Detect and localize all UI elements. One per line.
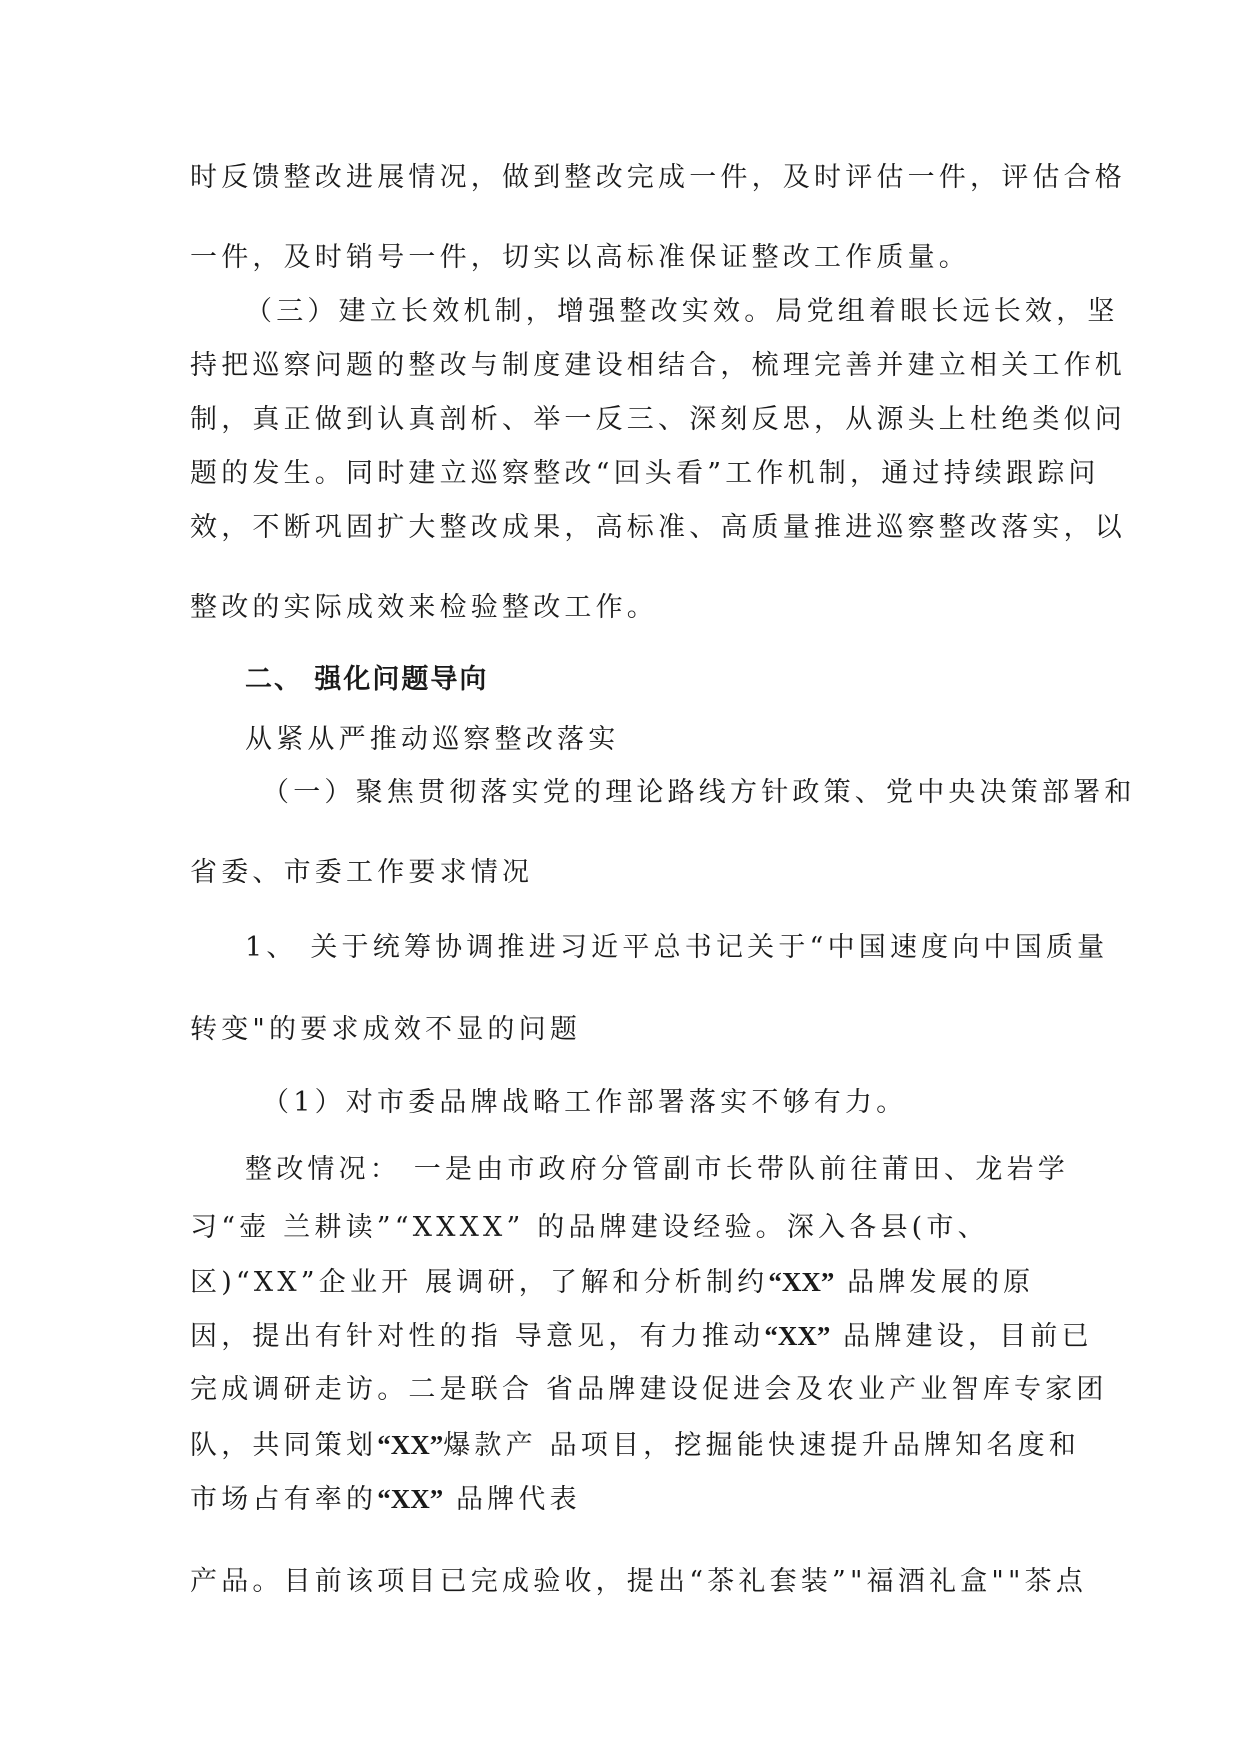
body-text-line: 产品。目前该项目已完成验收，提出“茶礼套装”"福酒礼盒""茶点 (190, 1566, 1088, 1597)
text-run: 因，提出有针对性的指 导意见，有力推动 (190, 1321, 765, 1352)
body-text-line (190, 1481, 581, 1518)
text-run: 爆款产 品项目，挖掘能快速提升品牌知名度和 (443, 1430, 1080, 1461)
section-subheading: （三）建立长效机制，增强整改实效。局党组着眼长远长效，坚 (245, 296, 1119, 327)
body-text-line: 持把巡察问题的整改与制度建设相结合，梳理完善并建立相关工作机 (190, 350, 1126, 381)
text-run: 品牌建设，目前已 (830, 1321, 1093, 1352)
text-run: 品牌发展的原 (834, 1267, 1035, 1298)
body-text-line: 题的发生。同时建立巡察整改“回头看”工作机制，通过持续跟踪问 (190, 458, 1100, 489)
subsection-heading: （一）聚焦贯彻落实党的理论路线方针政策、党中央决策部署和 (262, 777, 1136, 808)
text-run: 品牌代表 (443, 1484, 581, 1515)
body-text-line: 习“壶 兰耕读”“XXXX” 的品牌建设经验。深入各县(市、 (190, 1212, 989, 1243)
item-subheading: （1）对市委品牌战略工作部署落实不够有力。 (262, 1087, 908, 1118)
body-text-line (190, 1318, 1093, 1355)
bold-placeholder: “XX” (764, 1321, 831, 1351)
body-text-line: 效，不断巩固扩大整改成果，高标准、高质量推进巡察整改落实，以 (190, 512, 1126, 543)
body-text-line: 整改情况： 一是由市政府分管副市长带队前往莆田、龙岩学 (245, 1154, 1069, 1185)
text-run: 队，共同策划 (190, 1430, 378, 1461)
bold-placeholder: “XX” (768, 1267, 835, 1297)
body-text-line (190, 1264, 1034, 1301)
body-text-line: 制，真正做到认真剖析、举一反三、深刻反思，从源头上杜绝类似问 (190, 404, 1126, 435)
body-text-line: 省委、市委工作要求情况 (190, 857, 534, 888)
text-run: 市场占有率的 (190, 1484, 378, 1515)
body-text-line: 一件，及时销号一件，切实以高标准保证整改工作质量。 (190, 242, 970, 273)
body-text-line: 完成调研走访。二是联合 省品牌建设促进会及农业产业智库专家团 (190, 1374, 1108, 1405)
item-heading: 1、 关于统筹协调推进习近平总书记关于“中国速度向中国质量 (245, 932, 1109, 963)
bold-placeholder: “XX” (377, 1430, 444, 1460)
body-text-line: 整改的实际成效来检验整改工作。 (190, 592, 658, 623)
body-text-line: 转变"的要求成效不显的问题 (190, 1014, 582, 1045)
section-heading: 二、 强化问题导向 (245, 664, 489, 695)
text-run: 区)“XX”企业开 展调研，了解和分析制约 (190, 1267, 769, 1298)
body-text-line (190, 1427, 1080, 1464)
bold-placeholder: “XX” (377, 1484, 444, 1514)
body-text-line: 时反馈整改进展情况，做到整改完成一件，及时评估一件，评估合格 (190, 162, 1126, 193)
section-subtitle: 从紧从严推动巡察整改落实 (245, 724, 620, 755)
